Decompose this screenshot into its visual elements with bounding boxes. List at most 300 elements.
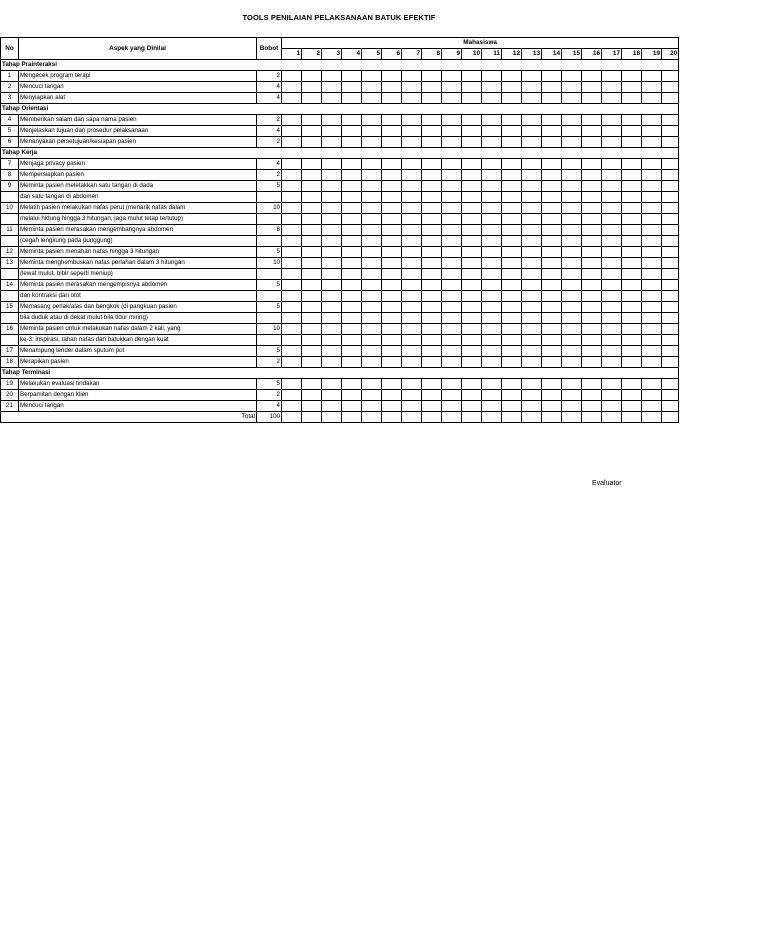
score-cell[interactable] (422, 379, 442, 390)
score-cell[interactable] (562, 236, 582, 247)
score-cell[interactable] (482, 115, 502, 126)
score-cell[interactable] (302, 247, 322, 258)
score-cell[interactable] (282, 137, 302, 148)
score-cell[interactable] (582, 115, 602, 126)
score-cell[interactable] (322, 82, 342, 93)
score-cell[interactable] (602, 236, 622, 247)
score-cell[interactable] (482, 203, 502, 214)
score-cell[interactable] (542, 71, 562, 82)
score-cell[interactable] (362, 247, 382, 258)
score-cell[interactable] (622, 159, 642, 170)
score-cell[interactable] (442, 192, 462, 203)
score-cell[interactable] (322, 324, 342, 335)
score-cell[interactable] (322, 280, 342, 291)
score-cell[interactable] (422, 280, 442, 291)
total-score-cell[interactable] (602, 412, 622, 423)
score-cell[interactable] (342, 225, 362, 236)
score-cell[interactable] (522, 390, 542, 401)
score-cell[interactable] (342, 115, 362, 126)
score-cell[interactable] (282, 379, 302, 390)
score-cell[interactable] (362, 269, 382, 280)
score-cell[interactable] (622, 115, 642, 126)
score-cell[interactable] (422, 71, 442, 82)
total-score-cell[interactable] (542, 412, 562, 423)
score-cell[interactable] (622, 137, 642, 148)
score-cell[interactable] (642, 313, 662, 324)
score-cell[interactable] (442, 335, 462, 346)
score-cell[interactable] (302, 192, 322, 203)
score-cell[interactable] (282, 324, 302, 335)
score-cell[interactable] (622, 302, 642, 313)
score-cell[interactable] (402, 236, 422, 247)
score-cell[interactable] (522, 192, 542, 203)
score-cell[interactable] (442, 115, 462, 126)
score-cell[interactable] (582, 137, 602, 148)
score-cell[interactable] (562, 115, 582, 126)
score-cell[interactable] (622, 203, 642, 214)
score-cell[interactable] (502, 280, 522, 291)
score-cell[interactable] (302, 258, 322, 269)
score-cell[interactable] (642, 258, 662, 269)
score-cell[interactable] (402, 159, 422, 170)
score-cell[interactable] (462, 280, 482, 291)
score-cell[interactable] (562, 170, 582, 181)
score-cell[interactable] (322, 302, 342, 313)
score-cell[interactable] (382, 302, 402, 313)
score-cell[interactable] (322, 357, 342, 368)
score-cell[interactable] (302, 302, 322, 313)
score-cell[interactable] (582, 335, 602, 346)
score-cell[interactable] (662, 247, 679, 258)
score-cell[interactable] (522, 324, 542, 335)
score-cell[interactable] (562, 269, 582, 280)
score-cell[interactable] (482, 181, 502, 192)
score-cell[interactable] (462, 181, 482, 192)
score-cell[interactable] (302, 115, 322, 126)
score-cell[interactable] (282, 82, 302, 93)
score-cell[interactable] (382, 137, 402, 148)
score-cell[interactable] (282, 357, 302, 368)
score-cell[interactable] (622, 390, 642, 401)
score-cell[interactable] (482, 280, 502, 291)
score-cell[interactable] (542, 313, 562, 324)
score-cell[interactable] (482, 302, 502, 313)
score-cell[interactable] (502, 269, 522, 280)
score-cell[interactable] (662, 313, 679, 324)
score-cell[interactable] (642, 335, 662, 346)
score-cell[interactable] (502, 236, 522, 247)
score-cell[interactable] (502, 214, 522, 225)
score-cell[interactable] (342, 82, 362, 93)
score-cell[interactable] (662, 357, 679, 368)
score-cell[interactable] (282, 247, 302, 258)
score-cell[interactable] (582, 214, 602, 225)
total-score-cell[interactable] (462, 412, 482, 423)
score-cell[interactable] (522, 137, 542, 148)
score-cell[interactable] (422, 192, 442, 203)
score-cell[interactable] (602, 247, 622, 258)
score-cell[interactable] (602, 269, 622, 280)
score-cell[interactable] (342, 203, 362, 214)
score-cell[interactable] (382, 181, 402, 192)
score-cell[interactable] (602, 159, 622, 170)
score-cell[interactable] (342, 236, 362, 247)
score-cell[interactable] (482, 192, 502, 203)
score-cell[interactable] (422, 346, 442, 357)
score-cell[interactable] (442, 225, 462, 236)
score-cell[interactable] (562, 192, 582, 203)
score-cell[interactable] (582, 181, 602, 192)
score-cell[interactable] (302, 159, 322, 170)
score-cell[interactable] (502, 324, 522, 335)
score-cell[interactable] (662, 335, 679, 346)
score-cell[interactable] (482, 313, 502, 324)
score-cell[interactable] (302, 170, 322, 181)
score-cell[interactable] (402, 269, 422, 280)
score-cell[interactable] (382, 82, 402, 93)
score-cell[interactable] (382, 379, 402, 390)
score-cell[interactable] (522, 115, 542, 126)
score-cell[interactable] (342, 170, 362, 181)
score-cell[interactable] (602, 71, 622, 82)
score-cell[interactable] (402, 93, 422, 104)
total-score-cell[interactable] (322, 412, 342, 423)
score-cell[interactable] (622, 291, 642, 302)
score-cell[interactable] (522, 225, 542, 236)
score-cell[interactable] (622, 324, 642, 335)
score-cell[interactable] (422, 247, 442, 258)
score-cell[interactable] (402, 225, 422, 236)
score-cell[interactable] (622, 258, 642, 269)
score-cell[interactable] (582, 390, 602, 401)
score-cell[interactable] (582, 170, 602, 181)
score-cell[interactable] (582, 324, 602, 335)
score-cell[interactable] (322, 126, 342, 137)
score-cell[interactable] (542, 214, 562, 225)
score-cell[interactable] (362, 313, 382, 324)
score-cell[interactable] (462, 192, 482, 203)
score-cell[interactable] (562, 401, 582, 412)
score-cell[interactable] (362, 82, 382, 93)
score-cell[interactable] (602, 291, 622, 302)
score-cell[interactable] (462, 137, 482, 148)
score-cell[interactable] (322, 236, 342, 247)
score-cell[interactable] (462, 390, 482, 401)
score-cell[interactable] (442, 247, 462, 258)
score-cell[interactable] (602, 280, 622, 291)
score-cell[interactable] (502, 203, 522, 214)
score-cell[interactable] (642, 115, 662, 126)
score-cell[interactable] (502, 192, 522, 203)
score-cell[interactable] (402, 71, 422, 82)
score-cell[interactable] (382, 280, 402, 291)
score-cell[interactable] (562, 324, 582, 335)
score-cell[interactable] (302, 335, 322, 346)
score-cell[interactable] (462, 401, 482, 412)
score-cell[interactable] (662, 324, 679, 335)
score-cell[interactable] (542, 170, 562, 181)
score-cell[interactable] (522, 313, 542, 324)
score-cell[interactable] (382, 346, 402, 357)
score-cell[interactable] (382, 313, 402, 324)
score-cell[interactable] (322, 170, 342, 181)
score-cell[interactable] (542, 291, 562, 302)
score-cell[interactable] (622, 379, 642, 390)
score-cell[interactable] (442, 137, 462, 148)
score-cell[interactable] (382, 225, 402, 236)
score-cell[interactable] (502, 335, 522, 346)
score-cell[interactable] (402, 379, 422, 390)
score-cell[interactable] (662, 225, 679, 236)
score-cell[interactable] (442, 379, 462, 390)
score-cell[interactable] (662, 280, 679, 291)
score-cell[interactable] (302, 379, 322, 390)
score-cell[interactable] (402, 401, 422, 412)
score-cell[interactable] (542, 280, 562, 291)
score-cell[interactable] (642, 291, 662, 302)
score-cell[interactable] (362, 258, 382, 269)
score-cell[interactable] (502, 137, 522, 148)
score-cell[interactable] (362, 126, 382, 137)
score-cell[interactable] (322, 71, 342, 82)
score-cell[interactable] (542, 126, 562, 137)
score-cell[interactable] (282, 346, 302, 357)
score-cell[interactable] (522, 236, 542, 247)
score-cell[interactable] (622, 93, 642, 104)
score-cell[interactable] (302, 225, 322, 236)
score-cell[interactable] (522, 170, 542, 181)
score-cell[interactable] (462, 225, 482, 236)
score-cell[interactable] (662, 401, 679, 412)
score-cell[interactable] (602, 346, 622, 357)
score-cell[interactable] (522, 214, 542, 225)
score-cell[interactable] (522, 269, 542, 280)
score-cell[interactable] (302, 269, 322, 280)
score-cell[interactable] (362, 335, 382, 346)
score-cell[interactable] (462, 214, 482, 225)
score-cell[interactable] (442, 181, 462, 192)
score-cell[interactable] (282, 280, 302, 291)
score-cell[interactable] (442, 280, 462, 291)
score-cell[interactable] (422, 159, 442, 170)
score-cell[interactable] (402, 137, 422, 148)
score-cell[interactable] (562, 379, 582, 390)
score-cell[interactable] (642, 93, 662, 104)
score-cell[interactable] (422, 401, 442, 412)
score-cell[interactable] (382, 269, 402, 280)
score-cell[interactable] (422, 115, 442, 126)
score-cell[interactable] (662, 258, 679, 269)
score-cell[interactable] (542, 236, 562, 247)
score-cell[interactable] (522, 247, 542, 258)
score-cell[interactable] (402, 291, 422, 302)
score-cell[interactable] (342, 258, 362, 269)
total-score-cell[interactable] (642, 412, 662, 423)
score-cell[interactable] (482, 357, 502, 368)
score-cell[interactable] (502, 126, 522, 137)
score-cell[interactable] (582, 93, 602, 104)
score-cell[interactable] (622, 82, 642, 93)
score-cell[interactable] (442, 324, 462, 335)
score-cell[interactable] (522, 93, 542, 104)
score-cell[interactable] (582, 269, 602, 280)
score-cell[interactable] (482, 291, 502, 302)
score-cell[interactable] (282, 126, 302, 137)
score-cell[interactable] (422, 390, 442, 401)
score-cell[interactable] (502, 71, 522, 82)
score-cell[interactable] (562, 280, 582, 291)
score-cell[interactable] (322, 313, 342, 324)
score-cell[interactable] (382, 159, 402, 170)
score-cell[interactable] (462, 258, 482, 269)
score-cell[interactable] (462, 247, 482, 258)
score-cell[interactable] (502, 401, 522, 412)
score-cell[interactable] (342, 181, 362, 192)
score-cell[interactable] (502, 346, 522, 357)
score-cell[interactable] (322, 137, 342, 148)
score-cell[interactable] (382, 291, 402, 302)
score-cell[interactable] (382, 335, 402, 346)
score-cell[interactable] (282, 159, 302, 170)
score-cell[interactable] (462, 302, 482, 313)
score-cell[interactable] (282, 291, 302, 302)
score-cell[interactable] (302, 280, 322, 291)
score-cell[interactable] (522, 258, 542, 269)
score-cell[interactable] (382, 192, 402, 203)
score-cell[interactable] (642, 126, 662, 137)
score-cell[interactable] (602, 181, 622, 192)
score-cell[interactable] (522, 335, 542, 346)
score-cell[interactable] (562, 313, 582, 324)
score-cell[interactable] (602, 126, 622, 137)
score-cell[interactable] (602, 335, 622, 346)
score-cell[interactable] (662, 82, 679, 93)
score-cell[interactable] (662, 390, 679, 401)
score-cell[interactable] (542, 115, 562, 126)
score-cell[interactable] (342, 346, 362, 357)
score-cell[interactable] (282, 181, 302, 192)
score-cell[interactable] (482, 236, 502, 247)
score-cell[interactable] (302, 93, 322, 104)
score-cell[interactable] (442, 170, 462, 181)
score-cell[interactable] (602, 82, 622, 93)
score-cell[interactable] (482, 335, 502, 346)
total-score-cell[interactable] (522, 412, 542, 423)
score-cell[interactable] (302, 401, 322, 412)
score-cell[interactable] (422, 93, 442, 104)
score-cell[interactable] (422, 269, 442, 280)
score-cell[interactable] (562, 302, 582, 313)
score-cell[interactable] (582, 280, 602, 291)
score-cell[interactable] (522, 357, 542, 368)
score-cell[interactable] (502, 313, 522, 324)
score-cell[interactable] (302, 357, 322, 368)
score-cell[interactable] (502, 379, 522, 390)
score-cell[interactable] (502, 115, 522, 126)
score-cell[interactable] (282, 214, 302, 225)
score-cell[interactable] (622, 335, 642, 346)
score-cell[interactable] (342, 401, 362, 412)
score-cell[interactable] (302, 126, 322, 137)
score-cell[interactable] (602, 258, 622, 269)
score-cell[interactable] (642, 170, 662, 181)
score-cell[interactable] (282, 258, 302, 269)
score-cell[interactable] (302, 181, 322, 192)
score-cell[interactable] (362, 214, 382, 225)
score-cell[interactable] (622, 214, 642, 225)
score-cell[interactable] (502, 159, 522, 170)
score-cell[interactable] (502, 181, 522, 192)
score-cell[interactable] (382, 357, 402, 368)
score-cell[interactable] (542, 203, 562, 214)
score-cell[interactable] (562, 159, 582, 170)
score-cell[interactable] (542, 181, 562, 192)
score-cell[interactable] (522, 82, 542, 93)
score-cell[interactable] (422, 82, 442, 93)
score-cell[interactable] (282, 71, 302, 82)
score-cell[interactable] (402, 258, 422, 269)
score-cell[interactable] (522, 181, 542, 192)
score-cell[interactable] (482, 390, 502, 401)
score-cell[interactable] (362, 225, 382, 236)
score-cell[interactable] (662, 214, 679, 225)
score-cell[interactable] (582, 192, 602, 203)
score-cell[interactable] (542, 93, 562, 104)
score-cell[interactable] (562, 203, 582, 214)
score-cell[interactable] (642, 82, 662, 93)
score-cell[interactable] (402, 170, 422, 181)
score-cell[interactable] (282, 192, 302, 203)
score-cell[interactable] (482, 401, 502, 412)
score-cell[interactable] (482, 93, 502, 104)
score-cell[interactable] (662, 379, 679, 390)
score-cell[interactable] (542, 401, 562, 412)
score-cell[interactable] (582, 159, 602, 170)
score-cell[interactable] (642, 214, 662, 225)
score-cell[interactable] (462, 313, 482, 324)
score-cell[interactable] (662, 269, 679, 280)
score-cell[interactable] (402, 247, 422, 258)
score-cell[interactable] (662, 192, 679, 203)
score-cell[interactable] (362, 203, 382, 214)
score-cell[interactable] (402, 357, 422, 368)
score-cell[interactable] (602, 192, 622, 203)
score-cell[interactable] (342, 390, 362, 401)
score-cell[interactable] (342, 280, 362, 291)
score-cell[interactable] (542, 357, 562, 368)
score-cell[interactable] (542, 247, 562, 258)
score-cell[interactable] (622, 181, 642, 192)
score-cell[interactable] (362, 192, 382, 203)
score-cell[interactable] (562, 82, 582, 93)
score-cell[interactable] (542, 302, 562, 313)
score-cell[interactable] (582, 291, 602, 302)
score-cell[interactable] (382, 126, 402, 137)
score-cell[interactable] (302, 203, 322, 214)
score-cell[interactable] (442, 346, 462, 357)
score-cell[interactable] (302, 236, 322, 247)
score-cell[interactable] (282, 313, 302, 324)
score-cell[interactable] (462, 170, 482, 181)
score-cell[interactable] (402, 324, 422, 335)
score-cell[interactable] (542, 137, 562, 148)
score-cell[interactable] (342, 291, 362, 302)
score-cell[interactable] (282, 236, 302, 247)
score-cell[interactable] (482, 324, 502, 335)
score-cell[interactable] (442, 258, 462, 269)
score-cell[interactable] (462, 379, 482, 390)
score-cell[interactable] (622, 126, 642, 137)
